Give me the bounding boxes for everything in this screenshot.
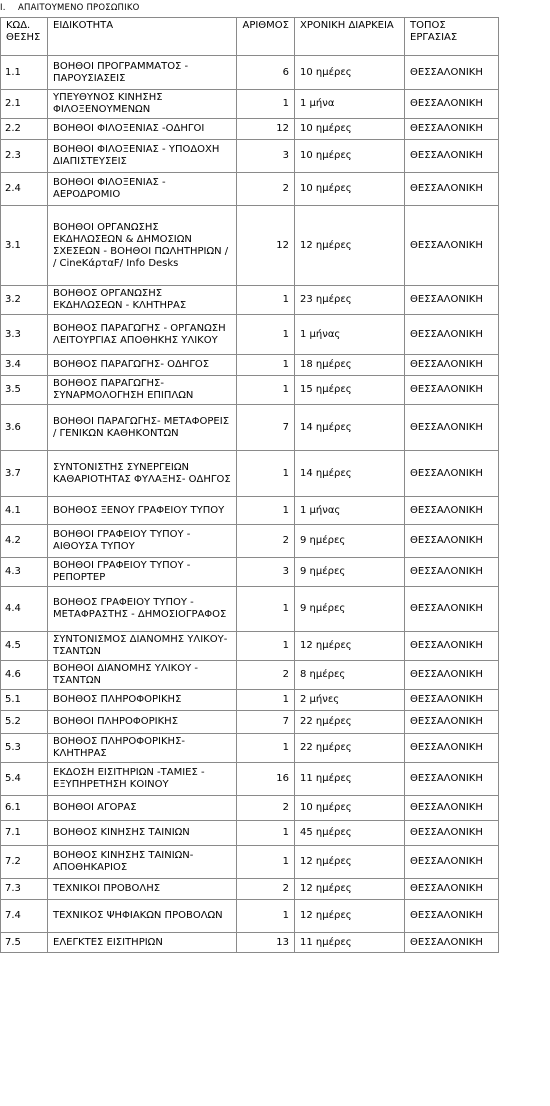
table-header-row [1, 18, 499, 56]
cell-specialty: ΒΟΗΘΟΙ ΑΓΟΡΑΣ [48, 796, 237, 821]
cell-specialty: ΒΟΗΘΟΙ ΠΑΡΑΓΩΓΗΣ- ΜΕΤΑΦΟΡΕΙΣ / ΓΕΝΙΚΩΝ ΚΑΘΗΚΟΝΤΩΝ [48, 405, 237, 451]
cell-duration: 15 ημέρες [295, 376, 405, 405]
column-header-specialty: ΕΙΔΙΚΟΤΗΤΑ [48, 18, 237, 56]
column-header-location: ΤΟΠΟΣ ΕΡΓΑΣΙΑΣ [405, 18, 499, 56]
cell-count: 12 [237, 119, 295, 140]
cell-duration: 12 ημέρες [295, 846, 405, 879]
cell-specialty: ΒΟΗΘΟΣ ΠΑΡΑΓΩΓΗΣ- ΟΔΗΓΟΣ [48, 355, 237, 376]
cell-location: ΘΕΣΣΑΛΟΝΙΚΗ [405, 558, 499, 587]
cell-code: 7.1 [1, 821, 48, 846]
cell-specialty: ΒΟΗΘΟΣ ΟΡΓΑΝΩΣΗΣ ΕΚΔΗΛΩΣΕΩΝ - ΚΛΗΤΗΡΑΣ [48, 286, 237, 315]
cell-code: 7.5 [1, 933, 48, 953]
cell-count: 1 [237, 846, 295, 879]
table-row [1, 173, 499, 206]
cell-duration: 1 μήνας [295, 315, 405, 355]
table-row [1, 119, 499, 140]
cell-duration: 10 ημέρες [295, 173, 405, 206]
cell-duration: 1 μήνας [295, 497, 405, 525]
cell-location: ΘΕΣΣΑΛΟΝΙΚΗ [405, 796, 499, 821]
cell-location: ΘΕΣΣΑΛΟΝΙΚΗ [405, 525, 499, 558]
cell-count: 2 [237, 173, 295, 206]
cell-duration: 10 ημέρες [295, 140, 405, 173]
cell-specialty: ΣΥΝΤΟΝΙΣΤΗΣ ΣΥΝΕΡΓΕΙΩΝ ΚΑΘΑΡΙΟΤΗΤΑΣ ΦΥΛΑΞΗΣ- ΟΔΗΓΟΣ [48, 451, 237, 497]
cell-count: 1 [237, 286, 295, 315]
cell-code: 3.1 [1, 206, 48, 286]
cell-code: 4.2 [1, 525, 48, 558]
cell-count: 1 [237, 900, 295, 933]
cell-specialty: ΒΟΗΘΟΙ ΟΡΓΑΝΩΣΗΣ ΕΚΔΗΛΩΣΕΩΝ & ΔΗΜΟΣΙΩΝ ΣΧΕΣΕΩΝ - ΒΟΗΘΟΙ ΠΩΛΗΤΗΡΙΩΝ / / CineΚάρταF/ Info Desks [48, 206, 237, 286]
table-row [1, 711, 499, 734]
cell-specialty: ΒΟΗΘΟΙ ΦΙΛΟΞΕΝΙΑΣ - ΑΕΡΟΔΡΟΜΙΟ [48, 173, 237, 206]
staff-table [0, 17, 499, 953]
cell-specialty: ΒΟΗΘΟΣ ΚΙΝΗΣΗΣ ΤΑΙΝΙΩΝ- ΑΠΟΘΗΚΑΡΙΟΣ [48, 846, 237, 879]
cell-count: 1 [237, 734, 295, 763]
table-row [1, 286, 499, 315]
cell-count: 1 [237, 451, 295, 497]
cell-code: 4.3 [1, 558, 48, 587]
cell-duration: 18 ημέρες [295, 355, 405, 376]
table-row [1, 315, 499, 355]
table-row [1, 497, 499, 525]
table-row [1, 451, 499, 497]
cell-specialty: ΣΥΝΤΟΝΙΣΜΟΣ ΔΙΑΝΟΜΗΣ ΥΛΙΚΟΥ- ΤΣΑΝΤΩΝ [48, 632, 237, 661]
column-header-duration: ΧΡΟΝΙΚΗ ΔΙΑΡΚΕΙΑ [295, 18, 405, 56]
cell-count: 12 [237, 206, 295, 286]
cell-code: 6.1 [1, 796, 48, 821]
cell-code: 3.4 [1, 355, 48, 376]
table-row [1, 206, 499, 286]
table-row [1, 933, 499, 953]
cell-specialty: ΒΟΗΘΟΙ ΓΡΑΦΕΙΟΥ ΤΥΠΟΥ - ΑΙΘΟΥΣΑ ΤΥΠΟΥ [48, 525, 237, 558]
cell-count: 7 [237, 405, 295, 451]
cell-specialty: ΒΟΗΘΟΣ ΠΛΗΡΟΦΟΡΙΚΗΣ- ΚΛΗΤΗΡΑΣ [48, 734, 237, 763]
cell-location: ΘΕΣΣΑΛΟΝΙΚΗ [405, 497, 499, 525]
cell-count: 13 [237, 933, 295, 953]
table-row [1, 140, 499, 173]
table-row [1, 525, 499, 558]
section-heading [0, 3, 140, 13]
cell-location: ΘΕΣΣΑΛΟΝΙΚΗ [405, 661, 499, 690]
table-row [1, 846, 499, 879]
cell-duration: 14 ημέρες [295, 451, 405, 497]
cell-code: 5.4 [1, 763, 48, 796]
cell-count: 1 [237, 632, 295, 661]
cell-count: 16 [237, 763, 295, 796]
cell-code: 3.2 [1, 286, 48, 315]
cell-code: 2.2 [1, 119, 48, 140]
cell-code: 4.6 [1, 661, 48, 690]
cell-location: ΘΕΣΣΑΛΟΝΙΚΗ [405, 90, 499, 119]
cell-specialty: ΒΟΗΘΟΣ ΓΡΑΦΕΙΟΥ ΤΥΠΟΥ - ΜΕΤΑΦΡΑΣΤΗΣ - ΔΗΜΟΣΙΟΓΡΑΦΟΣ [48, 587, 237, 632]
cell-count: 2 [237, 796, 295, 821]
table-row [1, 796, 499, 821]
table-row [1, 690, 499, 711]
cell-specialty: ΒΟΗΘΟΣ ΞΕΝΟΥ ΓΡΑΦΕΙΟΥ ΤΥΠΟΥ [48, 497, 237, 525]
cell-duration: 22 ημέρες [295, 734, 405, 763]
cell-duration: 1 μήνα [295, 90, 405, 119]
cell-count: 1 [237, 821, 295, 846]
cell-location: ΘΕΣΣΑΛΟΝΙΚΗ [405, 140, 499, 173]
table-row [1, 632, 499, 661]
cell-count: 3 [237, 140, 295, 173]
table-row [1, 355, 499, 376]
cell-specialty: ΒΟΗΘΟΙ ΠΛΗΡΟΦΟΡΙΚΗΣ [48, 711, 237, 734]
cell-code: 3.5 [1, 376, 48, 405]
table-row [1, 558, 499, 587]
column-header-count: ΑΡΙΘΜΟΣ [237, 18, 295, 56]
cell-code: 2.4 [1, 173, 48, 206]
table-row [1, 763, 499, 796]
cell-location: ΘΕΣΣΑΛΟΝΙΚΗ [405, 933, 499, 953]
cell-specialty: ΒΟΗΘΟΣ ΠΛΗΡΟΦΟΡΙΚΗΣ [48, 690, 237, 711]
cell-duration: 10 ημέρες [295, 56, 405, 90]
cell-code: 4.1 [1, 497, 48, 525]
table-row [1, 821, 499, 846]
cell-specialty: ΕΛΕΓΚΤΕΣ ΕΙΣΙΤΗΡΙΩΝ [48, 933, 237, 953]
cell-code: 2.3 [1, 140, 48, 173]
cell-duration: 11 ημέρες [295, 933, 405, 953]
cell-location: ΘΕΣΣΑΛΟΝΙΚΗ [405, 587, 499, 632]
cell-specialty: ΒΟΗΘΟΙ ΦΙΛΟΞΕΝΙΑΣ - ΥΠΟΔΟΧΗ ΔΙΑΠΙΣΤΕΥΣΕΙΣ [48, 140, 237, 173]
table-row [1, 587, 499, 632]
cell-code: 5.1 [1, 690, 48, 711]
column-header-code: ΚΩΔ. ΘΕΣΗΣ [1, 18, 48, 56]
cell-duration: 14 ημέρες [295, 405, 405, 451]
table-row [1, 879, 499, 900]
cell-code: 5.2 [1, 711, 48, 734]
cell-duration: 9 ημέρες [295, 525, 405, 558]
cell-code: 2.1 [1, 90, 48, 119]
cell-duration: 12 ημέρες [295, 900, 405, 933]
cell-count: 1 [237, 355, 295, 376]
cell-location: ΘΕΣΣΑΛΟΝΙΚΗ [405, 286, 499, 315]
cell-specialty: ΒΟΗΘΟΙ ΦΙΛΟΞΕΝΙΑΣ -ΟΔΗΓΟΙ [48, 119, 237, 140]
cell-count: 2 [237, 879, 295, 900]
cell-location: ΘΕΣΣΑΛΟΝΙΚΗ [405, 900, 499, 933]
cell-duration: 10 ημέρες [295, 119, 405, 140]
cell-location: ΘΕΣΣΑΛΟΝΙΚΗ [405, 846, 499, 879]
table-row [1, 90, 499, 119]
cell-location: ΘΕΣΣΑΛΟΝΙΚΗ [405, 56, 499, 90]
cell-count: 3 [237, 558, 295, 587]
cell-count: 1 [237, 587, 295, 632]
cell-specialty: ΥΠΕΥΘΥΝΟΣ ΚΙΝΗΣΗΣ ΦΙΛΟΞΕΝΟΥΜΕΝΩΝ [48, 90, 237, 119]
cell-location: ΘΕΣΣΑΛΟΝΙΚΗ [405, 119, 499, 140]
cell-specialty: ΒΟΗΘΟΣ ΚΙΝΗΣΗΣ ΤΑΙΝΙΩΝ [48, 821, 237, 846]
cell-duration: 10 ημέρες [295, 796, 405, 821]
cell-count: 1 [237, 690, 295, 711]
cell-code: 3.3 [1, 315, 48, 355]
cell-count: 2 [237, 525, 295, 558]
cell-specialty: ΒΟΗΘΟΙ ΔΙΑΝΟΜΗΣ ΥΛΙΚΟΥ - ΤΣΑΝΤΩΝ [48, 661, 237, 690]
cell-duration: 9 ημέρες [295, 587, 405, 632]
cell-location: ΘΕΣΣΑΛΟΝΙΚΗ [405, 821, 499, 846]
cell-specialty: ΤΕΧΝΙΚΟΙ ΠΡΟΒΟΛΗΣ [48, 879, 237, 900]
cell-location: ΘΕΣΣΑΛΟΝΙΚΗ [405, 879, 499, 900]
cell-duration: 45 ημέρες [295, 821, 405, 846]
table-row [1, 661, 499, 690]
cell-location: ΘΕΣΣΑΛΟΝΙΚΗ [405, 206, 499, 286]
cell-count: 6 [237, 56, 295, 90]
cell-location: ΘΕΣΣΑΛΟΝΙΚΗ [405, 376, 499, 405]
table-row [1, 405, 499, 451]
cell-specialty: ΤΕΧΝΙΚΟΣ ΨΗΦΙΑΚΩΝ ΠΡΟΒΟΛΩΝ [48, 900, 237, 933]
cell-duration: 11 ημέρες [295, 763, 405, 796]
cell-location: ΘΕΣΣΑΛΟΝΙΚΗ [405, 690, 499, 711]
cell-count: 2 [237, 661, 295, 690]
cell-count: 1 [237, 315, 295, 355]
cell-code: 4.5 [1, 632, 48, 661]
table-row [1, 900, 499, 933]
cell-location: ΘΕΣΣΑΛΟΝΙΚΗ [405, 763, 499, 796]
cell-code: 4.4 [1, 587, 48, 632]
cell-duration: 12 ημέρες [295, 632, 405, 661]
cell-location: ΘΕΣΣΑΛΟΝΙΚΗ [405, 173, 499, 206]
cell-duration: 12 ημέρες [295, 206, 405, 286]
cell-code: 7.3 [1, 879, 48, 900]
cell-location: ΘΕΣΣΑΛΟΝΙΚΗ [405, 632, 499, 661]
cell-code: 3.6 [1, 405, 48, 451]
cell-count: 7 [237, 711, 295, 734]
cell-location: ΘΕΣΣΑΛΟΝΙΚΗ [405, 315, 499, 355]
cell-duration: 9 ημέρες [295, 558, 405, 587]
cell-code: 3.7 [1, 451, 48, 497]
cell-duration: 2 μήνες [295, 690, 405, 711]
cell-specialty: ΒΟΗΘΟΙ ΓΡΑΦΕΙΟΥ ΤΥΠΟΥ - ΡΕΠΟΡΤΕΡ [48, 558, 237, 587]
cell-location: ΘΕΣΣΑΛΟΝΙΚΗ [405, 711, 499, 734]
cell-code: 1.1 [1, 56, 48, 90]
cell-count: 1 [237, 90, 295, 119]
cell-specialty: ΒΟΗΘΟΙ ΠΡΟΓΡΑΜΜΑΤΟΣ - ΠΑΡΟΥΣΙΑΣΕΙΣ [48, 56, 237, 90]
section-numeral: I. [0, 3, 6, 13]
cell-code: 7.4 [1, 900, 48, 933]
table-row [1, 56, 499, 90]
table-row [1, 734, 499, 763]
cell-count: 1 [237, 376, 295, 405]
cell-code: 5.3 [1, 734, 48, 763]
cell-duration: 22 ημέρες [295, 711, 405, 734]
cell-location: ΘΕΣΣΑΛΟΝΙΚΗ [405, 451, 499, 497]
cell-specialty: ΕΚΔΟΣΗ ΕΙΣΙΤΗΡΙΩΝ -ΤΑΜΙΕΣ - ΕΞΥΠΗΡΕΤΗΣΗ ΚΟΙΝΟΥ [48, 763, 237, 796]
cell-count: 1 [237, 497, 295, 525]
cell-duration: 23 ημέρες [295, 286, 405, 315]
table-row [1, 376, 499, 405]
cell-code: 7.2 [1, 846, 48, 879]
cell-location: ΘΕΣΣΑΛΟΝΙΚΗ [405, 355, 499, 376]
cell-duration: 12 ημέρες [295, 879, 405, 900]
cell-duration: 8 ημέρες [295, 661, 405, 690]
section-title: ΑΠΑΙΤΟΥΜΕΝΟ ΠΡΟΣΩΠΙΚΟ [18, 3, 140, 13]
cell-specialty: ΒΟΗΘΟΣ ΠΑΡΑΓΩΓΗΣ- ΣΥΝΑΡΜΟΛΟΓΗΣΗ ΕΠΙΠΛΩΝ [48, 376, 237, 405]
cell-specialty: ΒΟΗΘΟΣ ΠΑΡΑΓΩΓΗΣ - ΟΡΓΑΝΩΣΗ ΛΕΙΤΟΥΡΓΙΑΣ ΑΠΟΘΗΚΗΣ ΥΛΙΚΟΥ [48, 315, 237, 355]
cell-location: ΘΕΣΣΑΛΟΝΙΚΗ [405, 734, 499, 763]
cell-location: ΘΕΣΣΑΛΟΝΙΚΗ [405, 405, 499, 451]
table-body [1, 56, 499, 953]
